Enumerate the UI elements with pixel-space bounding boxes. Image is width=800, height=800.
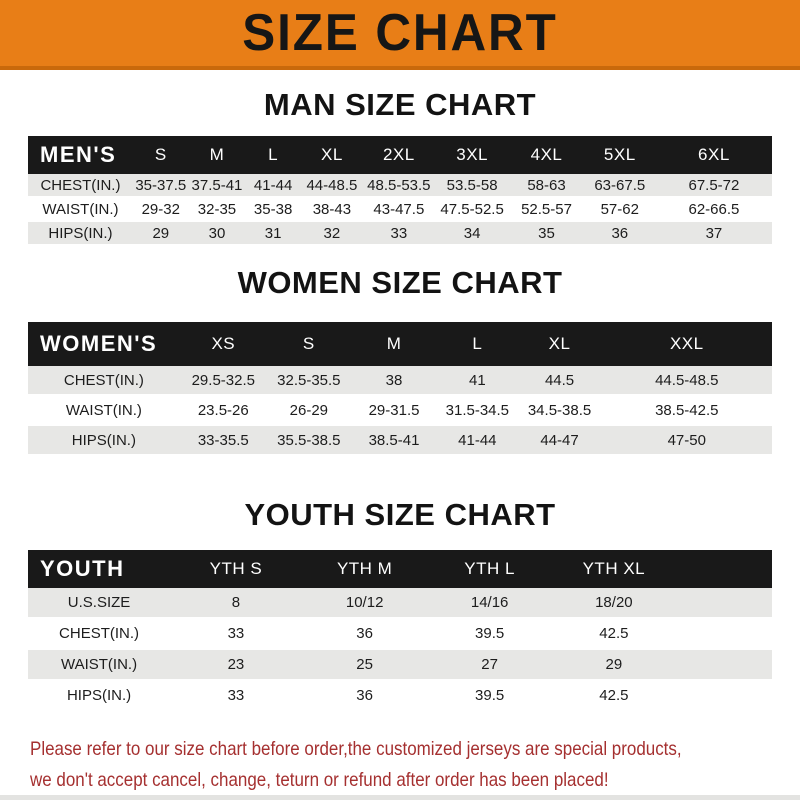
column-header-cell: YTH M (302, 550, 428, 588)
size-chart-banner (0, 0, 800, 70)
column-header-cell: M (189, 136, 246, 174)
column-header-cell: M (351, 322, 437, 366)
value-cell: 52.5-57 (509, 197, 583, 221)
value-cell: 27 (428, 649, 552, 680)
section-men (0, 86, 800, 246)
row-label-cell: WAIST(IN.) (28, 197, 133, 221)
value-cell: 44.5 (518, 366, 602, 395)
youth-size-table (28, 550, 772, 712)
value-cell: 63-67.5 (584, 174, 656, 197)
value-cell: 25 (302, 649, 428, 680)
column-header-cell: YTH S (170, 550, 302, 588)
value-cell: 26-29 (267, 395, 351, 425)
table-row (28, 221, 772, 245)
value-cell: 31 (245, 221, 301, 245)
section-heading-youth: YOUTH SIZE CHART (244, 497, 556, 532)
value-cell: 37.5-41 (189, 174, 246, 197)
value-cell: 42.5 (552, 618, 676, 649)
column-header-cell: XL (301, 136, 363, 174)
table-row (28, 618, 772, 649)
table-header-row (28, 550, 772, 588)
value-cell: 36 (302, 680, 428, 711)
value-cell: 29-32 (133, 197, 189, 221)
value-cell: 37 (656, 221, 772, 245)
value-cell: 38 (351, 366, 437, 395)
value-cell: 41-44 (437, 425, 517, 455)
value-cell: 29.5-32.5 (180, 366, 267, 395)
page-title: SIZE CHART (242, 4, 558, 62)
men-size-table (28, 136, 772, 246)
table-header-row (28, 136, 772, 174)
value-cell: 67.5-72 (656, 174, 772, 197)
value-cell: 29 (552, 649, 676, 680)
column-header-cell: XL (518, 322, 602, 366)
column-header-cell: YTH XL (552, 550, 676, 588)
size-chart-sections (0, 86, 800, 712)
value-cell: 14/16 (428, 588, 552, 618)
section-heading-men: MAN SIZE CHART (263, 87, 537, 122)
table-row (28, 174, 772, 197)
row-label-cell: WAIST(IN.) (28, 395, 180, 425)
order-notice (30, 734, 800, 796)
value-cell: 33 (170, 680, 302, 711)
row-label-cell: HIPS(IN.) (28, 425, 180, 455)
value-cell: 33 (363, 221, 435, 245)
value-cell: 53.5-58 (435, 174, 509, 197)
value-cell: 35.5-38.5 (267, 425, 351, 455)
table-row (28, 197, 772, 221)
value-cell: 31.5-34.5 (437, 395, 517, 425)
value-cell: 35 (509, 221, 583, 245)
column-header-cell: XXL (602, 322, 772, 366)
value-cell: 38.5-42.5 (602, 395, 772, 425)
column-header-cell: L (437, 322, 517, 366)
section-women (0, 264, 800, 456)
column-header-cell: 2XL (363, 136, 435, 174)
column-header-cell: 3XL (435, 136, 509, 174)
value-cell: 58-63 (509, 174, 583, 197)
column-header-cell: 6XL (656, 136, 772, 174)
value-cell: 35-38 (245, 197, 301, 221)
value-cell: 48.5-53.5 (363, 174, 435, 197)
table-header-row (28, 322, 772, 366)
column-header-cell: 5XL (584, 136, 656, 174)
value-cell: 34 (435, 221, 509, 245)
value-cell: 10/12 (302, 588, 428, 618)
value-cell: 42.5 (552, 680, 676, 711)
value-cell: 39.5 (428, 680, 552, 711)
value-cell: 47.5-52.5 (435, 197, 509, 221)
value-cell: 34.5-38.5 (518, 395, 602, 425)
value-cell: 29 (133, 221, 189, 245)
empty-cell (676, 649, 772, 680)
value-cell: 30 (189, 221, 246, 245)
empty-cell (676, 588, 772, 618)
table-row (28, 588, 772, 618)
value-cell: 57-62 (584, 197, 656, 221)
row-label-cell: CHEST(IN.) (28, 618, 170, 649)
order-notice-line2: we don't accept cancel, change, teturn or refund after order has been placed! (30, 769, 609, 791)
value-cell: 36 (584, 221, 656, 245)
table-row (28, 680, 772, 711)
column-header-cell: XS (180, 322, 267, 366)
row-label-cell: WAIST(IN.) (28, 649, 170, 680)
empty-cell (676, 618, 772, 649)
value-cell: 41 (437, 366, 517, 395)
value-cell: 36 (302, 618, 428, 649)
value-cell: 8 (170, 588, 302, 618)
value-cell: 18/20 (552, 588, 676, 618)
value-cell: 23.5-26 (180, 395, 267, 425)
row-label-cell: HIPS(IN.) (28, 680, 170, 711)
row-label-cell: CHEST(IN.) (28, 366, 180, 395)
empty-header-cell (676, 550, 772, 588)
empty-cell (676, 680, 772, 711)
value-cell: 32 (301, 221, 363, 245)
row-label-cell: CHEST(IN.) (28, 174, 133, 197)
value-cell: 33 (170, 618, 302, 649)
order-notice-line1: Please refer to our size chart before order,the customized jerseys are special products, (30, 738, 682, 760)
table-title-cell: YOUTH (28, 550, 170, 588)
column-header-cell: S (133, 136, 189, 174)
column-header-cell: YTH L (428, 550, 552, 588)
value-cell: 43-47.5 (363, 197, 435, 221)
value-cell: 44-47 (518, 425, 602, 455)
table-row (28, 649, 772, 680)
value-cell: 41-44 (245, 174, 301, 197)
value-cell: 44.5-48.5 (602, 366, 772, 395)
table-row (28, 366, 772, 395)
value-cell: 44-48.5 (301, 174, 363, 197)
column-header-cell: L (245, 136, 301, 174)
value-cell: 62-66.5 (656, 197, 772, 221)
table-title-cell: WOMEN'S (28, 322, 180, 366)
column-header-cell: 4XL (509, 136, 583, 174)
value-cell: 29-31.5 (351, 395, 437, 425)
row-label-cell: U.S.SIZE (28, 588, 170, 618)
bottom-edge-strip (0, 795, 800, 800)
row-label-cell: HIPS(IN.) (28, 221, 133, 245)
table-row (28, 425, 772, 455)
value-cell: 23 (170, 649, 302, 680)
value-cell: 47-50 (602, 425, 772, 455)
value-cell: 38-43 (301, 197, 363, 221)
section-youth (0, 496, 800, 712)
table-title-cell: MEN'S (28, 136, 133, 174)
value-cell: 32.5-35.5 (267, 366, 351, 395)
table-row (28, 395, 772, 425)
value-cell: 39.5 (428, 618, 552, 649)
value-cell: 33-35.5 (180, 425, 267, 455)
value-cell: 32-35 (189, 197, 246, 221)
column-header-cell: S (267, 322, 351, 366)
section-heading-women: WOMEN SIZE CHART (237, 265, 563, 300)
value-cell: 38.5-41 (351, 425, 437, 455)
women-size-table (28, 322, 772, 456)
value-cell: 35-37.5 (133, 174, 189, 197)
